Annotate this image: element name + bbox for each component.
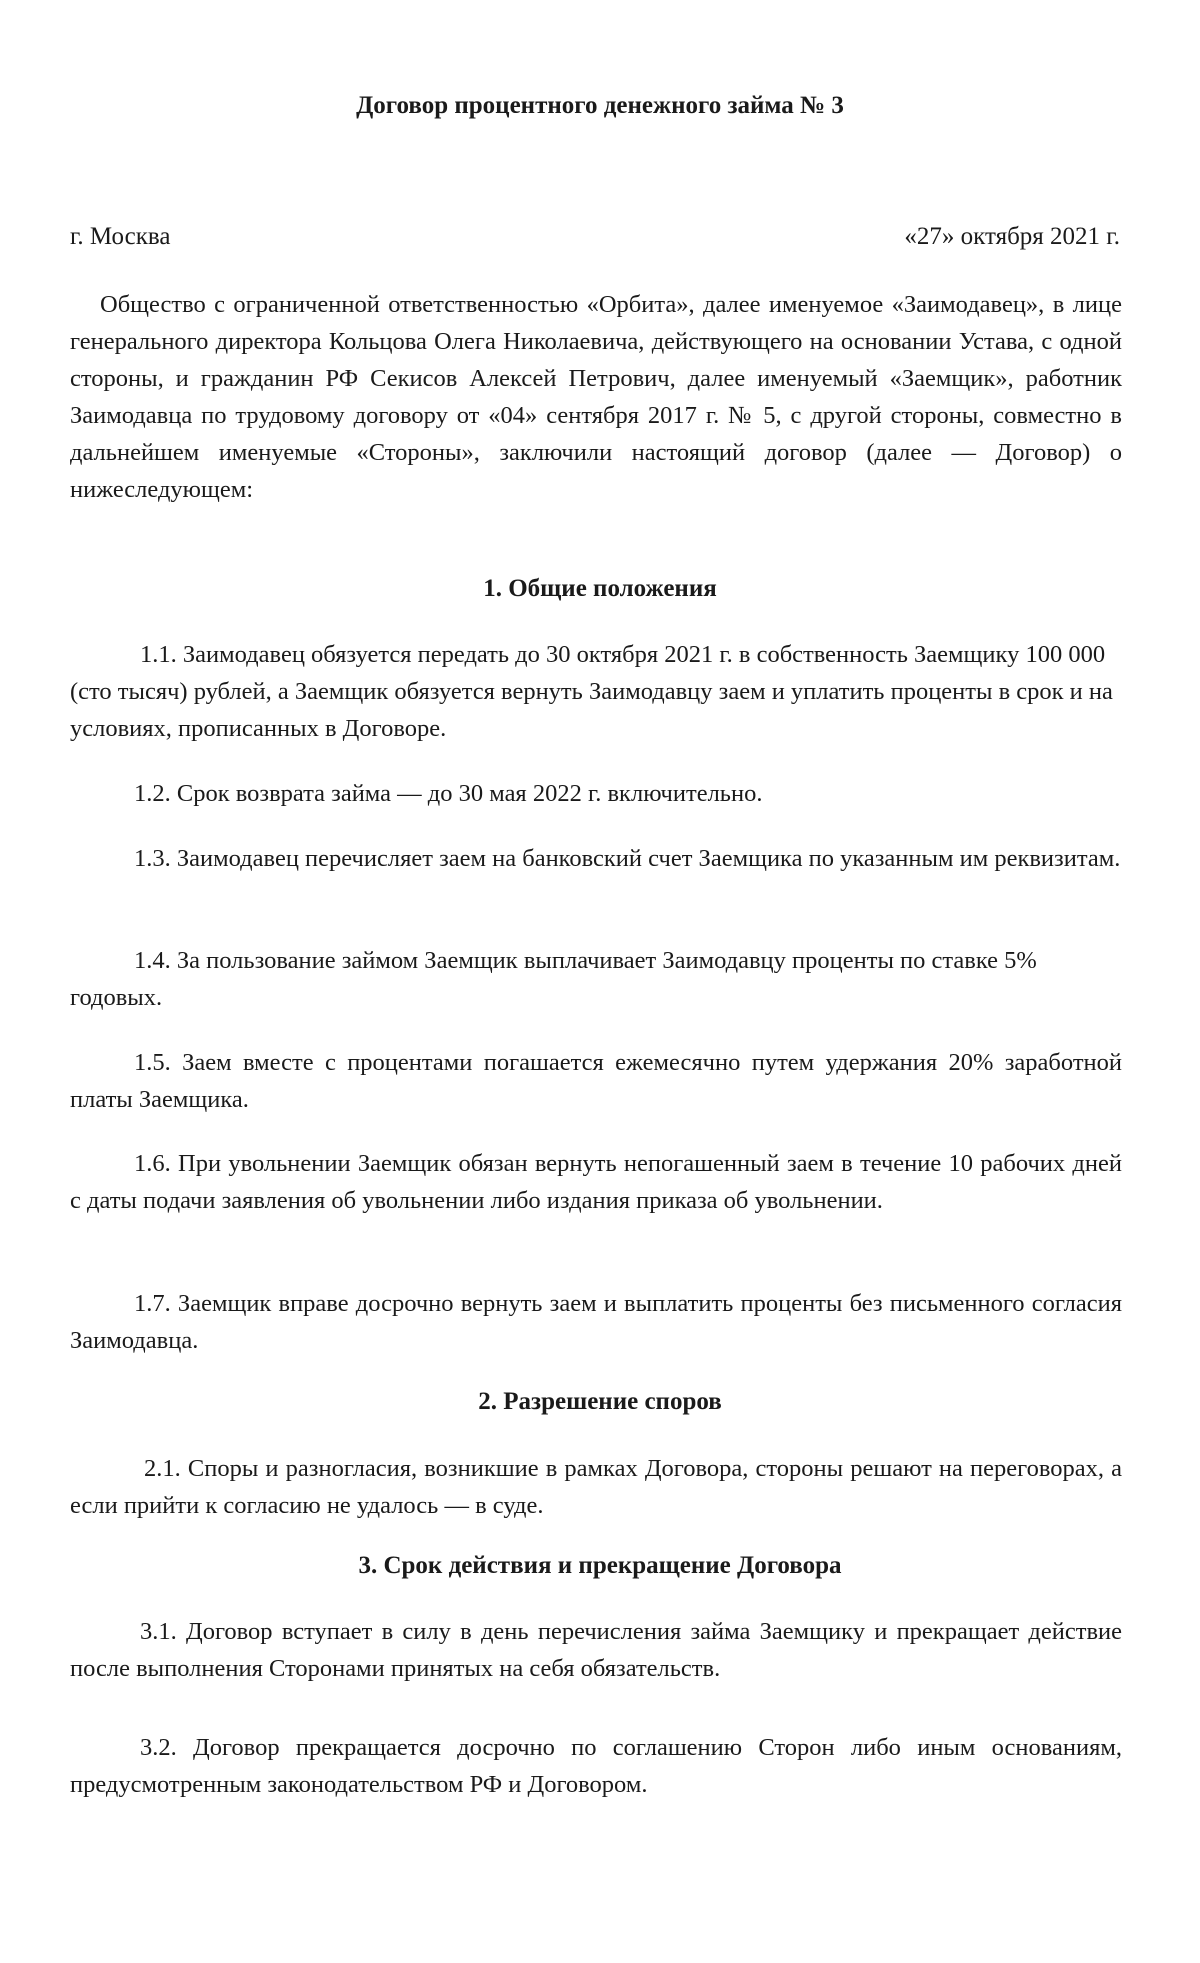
document-city: г. Москва [70,223,171,250]
clause-1-7: 1.7. Заемщик вправе досрочно вернуть заем и выплатить проценты без письменного согласия Заимодавца. [70,1290,1122,1354]
preamble-paragraph: Общество с ограниченной ответственностью «Орбита», далее именуемое «Заимодавец», в лице генерального директора Кольцова Олега Николаевича, действующего на основании Устава, с одной стороны, и гражданин РФ Секисов Алексей Петрович, далее именуемый «Заемщик», работник Заимодавца по трудовому договору от «04» сентября 2017 г. № 5, с другой стороны, совместно в дальнейшем именуемые «Стороны», заключили настоящий договор (далее — Договор) о нижеследующем: [70,291,1122,503]
document-title: Договор процентного денежного займа № 3 [356,92,844,119]
section-heading-disputes: 2. Разрешение споров [478,1388,722,1415]
clause-2-1: 2.1. Споры и разногласия, возникшие в рамках Договора, стороны решают на переговорах, а если прийти к согласию не удалось — в суде. [70,1455,1122,1519]
clause-1-3: 1.3. Заимодавец перечисляет заем на банковский счет Заемщика по указанным им реквизитам. [134,845,1121,872]
clause-1-4: 1.4. За пользование займом Заемщик выплачивает Заимодавцу проценты по ставке 5% годовых. [70,947,1037,1011]
clause-1-2: 1.2. Срок возврата займа — до 30 мая 2022 г. включительно. [134,780,763,807]
clause-1-6: 1.6. При увольнении Заемщик обязан вернуть непогашенный заем в течение 10 рабочих дней с даты подачи заявления об увольнении либо издания приказа об увольнении. [70,1150,1122,1214]
clause-1-1: 1.1. Заимодавец обязуется передать до 30 октября 2021 г. в собственность Заемщику 100 000 (сто тысяч) рублей, а Заемщик обязуется вернуть Заимодавцу заем и уплатить проценты в срок и на условиях, прописанных в Договоре. [70,641,1113,742]
clause-3-1: 3.1. Договор вступает в силу в день перечисления займа Заемщику и прекращает действие после выполнения Сторонами принятых на себя обязательств. [70,1618,1122,1682]
section-heading-general: 1. Общие положения [483,575,717,602]
section-heading-term: 3. Срок действия и прекращение Договора [358,1552,842,1579]
clause-1-5: 1.5. Заем вместе с процентами погашается ежемесячно путем удержания 20% заработной платы Заемщика. [70,1049,1122,1113]
clause-3-2: 3.2. Договор прекращается досрочно по соглашению Сторон либо иным основаниям, предусмотренным законодательством РФ и Договором. [70,1734,1122,1798]
document-date: «27» октября 2021 г. [904,223,1120,250]
